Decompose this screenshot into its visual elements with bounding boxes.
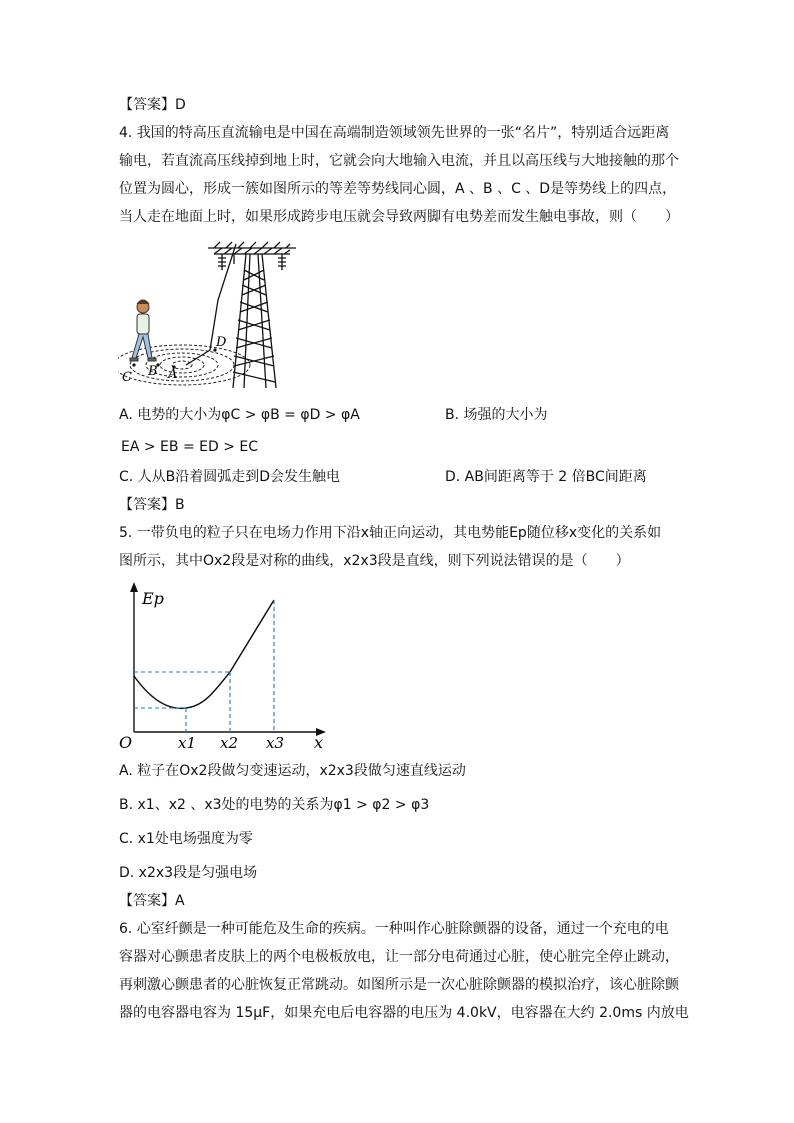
figure-label-d: D [216,335,227,350]
q4-option-a: A. 电势的大小为φC > φB = φD > φA [119,407,360,423]
q4-stem-line-2: 输电，若直流高压线掉到地上时，它就会向大地输入电流，并且以高压线与大地接触的那个 [119,153,679,169]
graph-tick-x2: x2 [220,734,239,752]
graph-tick-x3: x3 [266,734,285,752]
answer-q4: 【答案】B [119,497,185,513]
q5-option-b: B. x1、x2 、x3处的电势的关系为φ1 > φ2 > φ3 [119,797,430,813]
graph-origin: O [119,733,133,752]
q4-option-d: D. AB间距离等于 2 倍BC间距离 [445,469,647,485]
q4-stem-line-3: 位置为圆心，形成一簇如图所示的等差等势线同心圆，A 、B 、C 、D是等势线上的四点， [119,181,677,197]
figure-label-b: B [148,364,158,379]
q4-stem-line-4: 当人走在地面上时，如果形成跨步电压就会导致两脚有电势差而发生触电事故，则（ ） [119,209,679,225]
figure-label-a: A [168,367,178,382]
q4-stem-line-1: 4. 我国的特高压直流输电是中国在高端制造领域领先世界的一张“名片”，特别适合远距离 [119,125,670,141]
q4-option-c: C. 人从B沿着圆弧走到D会发生触电 [119,469,341,485]
answer-q5: 【答案】A [119,893,185,909]
q5-stem-line-2: 图所示，其中Ox2段是对称的曲线，x2x3段是直线，则下列说法错误的是（ ） [119,553,630,569]
q4-option-b-continued: EA > EB = ED > EC [121,439,259,455]
q4-option-b: B. 场强的大小为 [445,407,548,423]
q4-figure [118,240,318,392]
pylon-icon [186,242,296,388]
q5-energy-graph [114,580,334,752]
q6-stem-line-3: 再刺激心颤患者的心脏恢复正常跳动。如图所示是一次心脏除颤器的模拟治疗，该心脏除颤 [119,977,679,993]
answer-q3: 【答案】D [119,97,186,113]
q5-stem-line-1: 5. 一带负电的粒子只在电场力作用下沿x轴正向运动，其电势能Ep随位移x变化的关系如 [119,525,662,541]
q6-stem-line-4: 器的电容器电容为 15μF，如果充电后电容器的电压为 4.0kV，电容器在大约 2.0ms 内放电 [119,1005,689,1021]
q5-option-d: D. x2x3段是匀强电场 [119,865,258,881]
graph-xlabel: x [314,733,324,752]
q5-option-a: A. 粒子在Ox2段做匀变速运动，x2x3段做匀速直线运动 [119,763,466,779]
q5-option-c: C. x1处电场强度为零 [119,831,253,847]
graph-tick-x1: x1 [178,734,197,752]
graph-ylabel: Ep [142,589,164,608]
q6-stem-line-2: 容器对心颤患者皮肤上的两个电极板放电，让一部分电荷通过心脏，使心脏完全停止跳动， [119,949,679,965]
q6-stem-line-1: 6. 心室纤颤是一种可能危及生命的疾病。一种叫作心脏除颤器的设备，通过一个充电的电 [119,921,669,937]
figure-label-c: C [122,370,132,385]
